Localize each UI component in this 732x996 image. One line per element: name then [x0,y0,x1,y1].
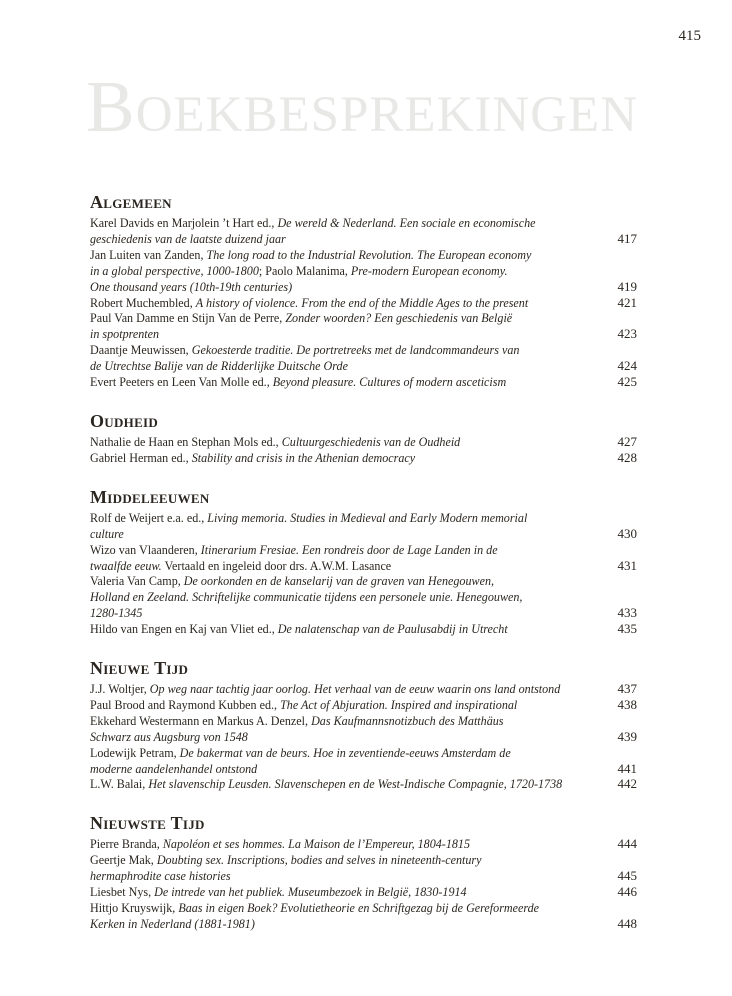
entry-line-text [90,729,248,745]
toc-line [90,247,637,263]
entry-title-segment: De oorkonden en de kanselarij van de graven van Henegouwen, [183,573,495,589]
toc-line [90,745,637,761]
entry-title-segment: De nalatenschap van de Paulusabdij in Utrecht [277,621,508,637]
entry-author-segment: Lodewijk Petram, [90,744,180,760]
entry-title-segment: The Act of Abjuration. Inspired and inspirational [280,696,518,712]
entry-title-segment: De bakermat van de beurs. Hoe in zeventiende-eeuws Amsterdam de [179,744,511,760]
toc-entry [90,434,637,450]
toc-section [90,411,637,466]
entry-line-text [90,247,531,263]
toc-section [90,192,637,390]
toc-line [90,526,637,542]
entry-title-segment: in spotprenten [90,326,160,342]
entry-line-text [90,326,159,342]
entry-line-text [90,761,257,777]
entry-title-segment: Op weg naar tachtig jaar oorlog. Het verhaal van de eeuw waarin ons land ontstond [149,681,561,697]
entry-line-text [90,263,507,279]
entry-title-segment: Cultuurgeschiedenis van de Oudheid [281,433,461,449]
section-heading: Oudheid [90,410,159,431]
entry-title-segment: Kerken in Nederland (1881-1981) [90,915,255,931]
toc-line [90,310,637,326]
entry-page-number: 433 [614,605,638,621]
entry-title-segment: De intrede van het publiek. Museumbezoek in België, 1830-1914 [154,884,467,900]
entry-title-segment: in a global perspective, 1000-1800 [90,262,259,278]
entry-page-number: 435 [614,621,638,637]
entry-line-text [90,681,560,697]
section-heading: Middeleeuwen [90,486,210,507]
entry-title-segment: hermaphrodite case histories [90,868,231,884]
toc-line [90,713,637,729]
toc-line [90,761,637,777]
entry-author-segment: Liesbet Nys, [90,884,155,900]
page-title: Boekbesprekingen [86,66,639,147]
entry-author-segment: Ekkehard Westermann en Markus A. Denzel, [90,712,312,728]
entry-page-number: 448 [614,916,638,932]
toc-line [90,916,637,932]
entry-line-text [90,450,415,466]
entry-author-segment: Paul Van Damme en Stijn Van de Perre, [90,310,286,326]
toc-entry [90,342,637,374]
toc-entry [90,310,637,342]
entry-line-text [90,279,292,295]
entry-title-segment: The long road to the Industrial Revolution. The European economy [206,246,532,262]
toc-line [90,215,637,231]
toc-line [90,510,637,526]
toc-entry [90,884,637,900]
entry-line-text [90,697,517,713]
entry-page-number: 445 [614,868,638,884]
entry-author-segment: Hildo van Engen en Kaj van Vliet ed., [90,621,278,637]
toc-entry [90,836,637,852]
entry-line-text [90,868,231,884]
toc-section [90,813,637,931]
entry-title-segment: One thousand years (10th-19th centuries) [90,278,293,294]
entry-line-text [90,342,519,358]
entry-line-text [90,836,470,852]
section-heading: Algemeen [90,192,172,212]
entry-author-segment: Jan Luiten van Zanden, [90,246,207,262]
toc-line [90,374,637,390]
entry-author-segment: Pierre Branda, [90,836,163,852]
entry-title-segment: Itinerarium Fresiae. Een rondreis door de Lage Landen in de [200,541,498,557]
entry-author-segment: Valeria Van Camp, [90,573,184,589]
entry-line-text [90,231,286,247]
entry-author-segment: Hittjo Kruyswijk, [90,900,179,915]
entry-title-segment: A history of violence. From the end of the Middle Ages to the present [195,294,529,310]
entry-page-number: 437 [614,681,638,697]
toc-line [90,729,637,745]
entry-page-number: 430 [614,526,638,542]
entry-author-segment: ; Paolo Malanima, [258,262,351,278]
entry-author-segment: Daantje Meuwissen, [90,342,192,358]
entry-line-text [90,310,512,326]
entry-title-segment: Living memoria. Studies in Medieval and Early Modern memorial [207,509,528,525]
toc-line [90,900,637,916]
toc-entry [90,852,637,884]
toc-line [90,697,637,713]
toc-entry [90,776,637,792]
toc-line [90,358,637,374]
toc-line [90,621,637,637]
entry-line-text [90,900,539,916]
entry-title-segment: de Utrechtse Balije van de Ridderlijke Duitsche Orde [90,358,348,374]
entry-author-segment: Nathalie de Haan en Stephan Mols ed., [90,433,282,449]
entry-author-segment: Robert Muchembled, [90,294,196,310]
page-number-folio: 415 [678,28,701,44]
entry-line-text [90,295,528,311]
entry-page-number: 438 [614,697,638,713]
toc-entry [90,215,637,247]
entry-page-number: 427 [614,434,638,450]
toc-line [90,231,637,247]
toc-line [90,573,637,589]
entry-title-segment: geschiedenis van de laatste duizend jaar [90,230,286,246]
toc-entry [90,713,637,745]
entry-line-text [90,916,255,932]
toc-entry [90,573,637,621]
entry-line-text [90,605,142,621]
entry-author-segment: Wizo van Vlaanderen, [90,541,201,557]
toc-line [90,589,637,605]
entry-title-segment: Het slavenschip Leusden. Slavenschepen en de West-Indische Compagnie, 1720-1738 [148,776,563,792]
entry-page-number: 417 [614,231,638,247]
entry-page-number: 423 [614,326,638,342]
entry-page-number: 421 [614,295,638,311]
entry-page-number: 428 [614,450,638,466]
entry-line-text [90,713,504,729]
toc-entry [90,247,637,295]
toc-line [90,450,637,466]
entry-title-segment: Baas in eigen Boek? Evolutietheorie en Schriftgezag bij de Gereformeerde [178,900,540,915]
entry-title-segment: De wereld & Nederland. Een sociale en economische [277,215,536,230]
entry-title-segment: Schwarz aus Augsburg von 1548 [90,728,248,744]
toc-line [90,681,637,697]
toc-entry [90,681,637,697]
entry-line-text [90,526,124,542]
entry-author-segment: Gabriel Herman ed., [90,449,192,465]
entry-title-segment: twaalfde eeuw. [90,557,165,573]
toc-entry [90,542,637,574]
toc-entry [90,374,637,390]
entry-author-segment: Rolf de Weijert e.a. ed., [90,509,208,525]
entry-page-number: 441 [614,761,638,777]
entry-line-text [90,621,508,637]
entry-line-text [90,215,536,231]
entry-page-number: 444 [614,836,638,852]
toc-line [90,605,637,621]
toc-line [90,295,637,311]
entry-title-segment: Gekoesterde traditie. De portretreeks met de landcommandeurs van [191,342,520,358]
entry-line-text [90,358,348,374]
toc [90,192,637,932]
toc-entry [90,900,637,932]
entry-author-segment: Geertje Mak, [90,852,157,868]
entry-title-segment: Pre-modern European economy. [350,262,508,278]
toc-section [90,487,637,637]
toc-line [90,263,637,279]
entry-line-text [90,776,562,792]
entry-title-segment: culture [90,525,124,541]
entry-author-segment: J.J. Woltjer, [90,681,150,697]
toc-line [90,279,637,295]
entry-page-number: 419 [614,279,638,295]
entry-title-segment: Zonder woorden? Een geschiedenis van België [285,310,513,326]
entry-author-segment: Evert Peeters en Leen Van Molle ed., [90,374,273,390]
entry-author-segment: Paul Brood and Raymond Kubben ed., [90,696,281,712]
entry-author-segment: Karel Davids en Marjolein ’t Hart ed., [90,215,278,230]
entry-page-number: 446 [614,884,638,900]
entry-line-text [90,589,522,605]
toc-entry [90,621,637,637]
toc-line [90,542,637,558]
entry-title-segment: Stability and crisis in the Athenian democracy [191,449,416,465]
entry-title-segment: moderne aandelenhandel ontstond [90,760,258,776]
toc-line [90,434,637,450]
toc-line [90,326,637,342]
section-heading: Nieuwste Tijd [90,813,205,834]
entry-line-text [90,510,527,526]
toc-entry [90,510,637,542]
toc-line [90,776,637,792]
entry-title-segment: Napoléon et ses hommes. La Maison de l’Empereur, 1804-1815 [162,836,471,852]
entry-line-text [90,558,391,574]
toc-entry [90,295,637,311]
toc-line [90,884,637,900]
toc-section [90,658,637,792]
entry-line-text [90,573,494,589]
entry-author-segment: L.W. Balai, [90,776,149,792]
entry-line-text [90,884,467,900]
entry-page-number: 424 [614,358,638,374]
entry-line-text [90,852,482,868]
entry-title-segment: Das Kaufmannsnotizbuch des Matthäus [311,712,504,728]
toc-line [90,836,637,852]
entry-line-text [90,374,506,390]
toc-entry [90,745,637,777]
toc-entry [90,697,637,713]
entry-line-text [90,434,460,450]
entry-title-segment: Beyond pleasure. Cultures of modern asceticism [272,374,507,390]
entry-page-number: 431 [614,558,638,574]
entry-line-text [90,745,511,761]
toc-line [90,868,637,884]
entry-title-segment: Doubting sex. Inscriptions, bodies and selves in nineteenth-century [156,852,482,868]
entry-page-number: 425 [614,374,638,390]
toc-line [90,342,637,358]
entry-page-number: 439 [614,729,638,745]
toc-entry [90,450,637,466]
entry-author-segment: Vertaald en ingeleid door drs. A.W.M. Lasance [164,557,392,573]
toc-line [90,852,637,868]
entry-title-segment: Holland en Zeeland. Schriftelijke communicatie tijdens een personele unie. Henegouwen, [90,589,523,605]
entry-title-segment: 1280-1345 [90,605,143,621]
section-heading: Nieuwe Tijd [90,658,189,679]
entry-line-text [90,542,498,558]
entry-page-number: 442 [614,776,638,792]
toc-line [90,558,637,574]
